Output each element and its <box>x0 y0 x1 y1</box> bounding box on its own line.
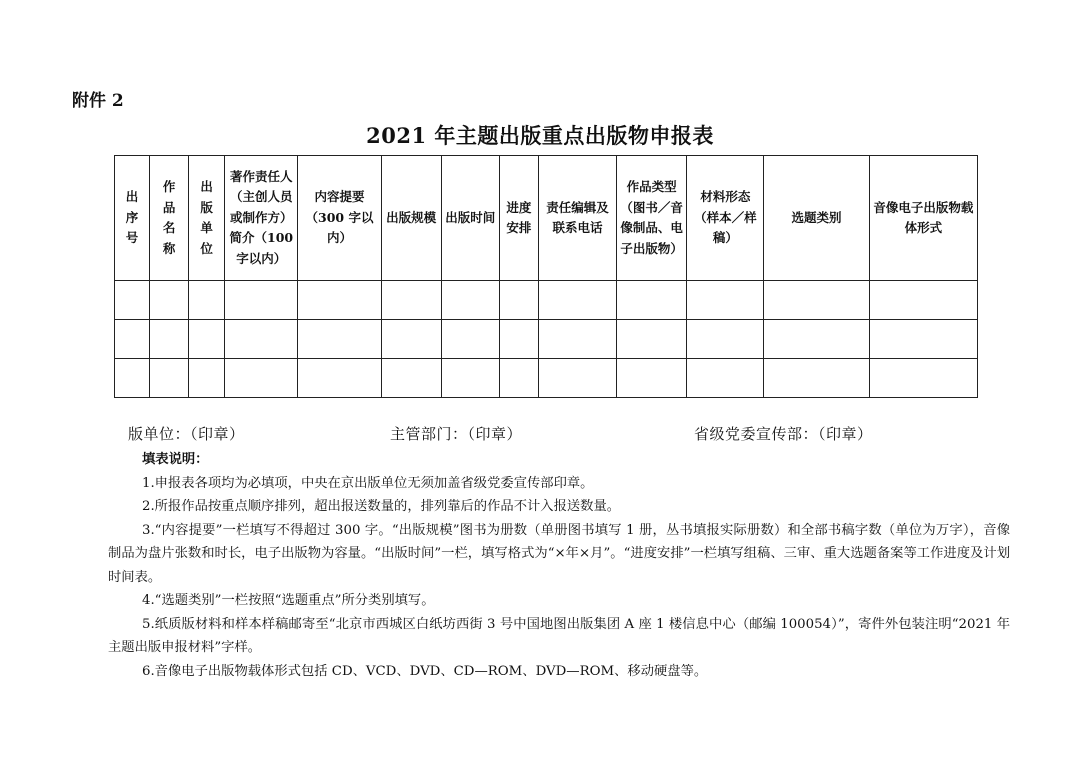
instruction-item: 1.申报表各项均为必填项，中央在京出版单位无须加盖省级党委宣传部印章。 <box>142 475 594 491</box>
department-seal-label: 主管部门：（印章） <box>390 425 523 443</box>
table-header-row <box>115 156 978 281</box>
filling-instructions <box>108 448 1010 683</box>
table-cell[interactable] <box>869 359 977 398</box>
table-cell[interactable] <box>298 320 381 359</box>
table-cell[interactable] <box>617 320 687 359</box>
instruction-item: 3.“内容提要”一栏填写不得超过 300 字。“出版规模”图书为册数（单册图书填写 1 册，丛书填报实际册数）和全部书稿字数（单位为万字），音像制品为盘片张数和时长，电子出版物为容量。“出版时间”一栏，填写格式为“×年×月”。“进度安排”一栏填写组稿、三审、重大选题备案等工作进度及计划时间表。 <box>108 522 1010 585</box>
instruction-item: 6.音像电子出版物载体形式包括 CD、VCD、DVD、CD—ROM、DVD—ROM、移动硬盘等。 <box>142 663 708 679</box>
table-cell[interactable] <box>764 281 869 320</box>
table-cell[interactable] <box>764 320 869 359</box>
table-cell[interactable] <box>869 281 977 320</box>
instruction-item: 4.“选题类别”一栏按照“选题重点”所分类别填写。 <box>142 593 435 608</box>
table-cell[interactable] <box>687 281 764 320</box>
table-row <box>115 281 978 320</box>
header-publisher: 出版单位 <box>189 156 225 281</box>
header-topic-category: 选题类别 <box>764 156 869 281</box>
table-cell[interactable] <box>115 320 150 359</box>
table-cell[interactable] <box>617 281 687 320</box>
table-cell[interactable] <box>441 281 499 320</box>
application-form-table <box>114 155 978 398</box>
table-cell[interactable] <box>298 359 381 398</box>
provincial-seal-label: 省级党委宣传部：（印章） <box>694 425 873 443</box>
table-cell[interactable] <box>617 359 687 398</box>
table-cell[interactable] <box>499 320 538 359</box>
header-scale: 出版规模 <box>381 156 441 281</box>
table-cell[interactable] <box>189 320 225 359</box>
table-row <box>115 320 978 359</box>
form-title: 2021 年主题出版重点出版物申报表 <box>366 123 714 148</box>
header-summary: 内容提要（300 字以内） <box>298 156 381 281</box>
table-cell[interactable] <box>381 320 441 359</box>
table-cell[interactable] <box>225 359 298 398</box>
table-cell[interactable] <box>441 359 499 398</box>
table-cell[interactable] <box>150 320 189 359</box>
header-progress: 进度安排 <box>499 156 538 281</box>
table-cell[interactable] <box>687 359 764 398</box>
table-cell[interactable] <box>225 320 298 359</box>
table-cell[interactable] <box>225 281 298 320</box>
table-cell[interactable] <box>115 359 150 398</box>
publisher-seal-label: 版单位：（印章） <box>128 425 245 443</box>
header-seq: 出序号 <box>115 156 150 281</box>
header-editor: 责任编辑及联系电话 <box>538 156 616 281</box>
table-cell[interactable] <box>499 359 538 398</box>
header-carrier-form: 音像电子出版物载体形式 <box>869 156 977 281</box>
table-cell[interactable] <box>189 281 225 320</box>
table-cell[interactable] <box>115 281 150 320</box>
table-cell[interactable] <box>499 281 538 320</box>
table-cell[interactable] <box>150 281 189 320</box>
table-row <box>115 359 978 398</box>
instruction-item: 2.所报作品按重点顺序排列，超出报送数量的，排列靠后的作品不计入报送数量。 <box>142 499 621 514</box>
instruction-item: 5.纸质版材料和样本样稿邮寄至“北京市西城区白纸坊西街 3 号中国地图出版集团 A 座 1 楼信息中心（邮编 100054）”，寄件外包装注明“2021 年主题出版申报材料”字样。 <box>108 616 1010 655</box>
header-author: 著作责任人（主创人员或制作方）简介（100字以内） <box>225 156 298 281</box>
table-cell[interactable] <box>687 320 764 359</box>
header-material: 材料形态（样本／样稿） <box>687 156 764 281</box>
table-cell[interactable] <box>538 359 616 398</box>
table-cell[interactable] <box>381 359 441 398</box>
table-cell[interactable] <box>298 281 381 320</box>
table-cell[interactable] <box>150 359 189 398</box>
table-cell[interactable] <box>189 359 225 398</box>
table-cell[interactable] <box>764 359 869 398</box>
header-work-name: 作品名称 <box>150 156 189 281</box>
table-cell[interactable] <box>538 320 616 359</box>
table-cell[interactable] <box>869 320 977 359</box>
header-pub-time: 出版时间 <box>441 156 499 281</box>
instructions-heading: 填表说明： <box>142 452 209 467</box>
table-cell[interactable] <box>538 281 616 320</box>
table-cell[interactable] <box>441 320 499 359</box>
table-cell[interactable] <box>381 281 441 320</box>
header-work-type: 作品类型（图书／音像制品、电子出版物） <box>617 156 687 281</box>
attachment-label: 附件 2 <box>72 91 124 111</box>
